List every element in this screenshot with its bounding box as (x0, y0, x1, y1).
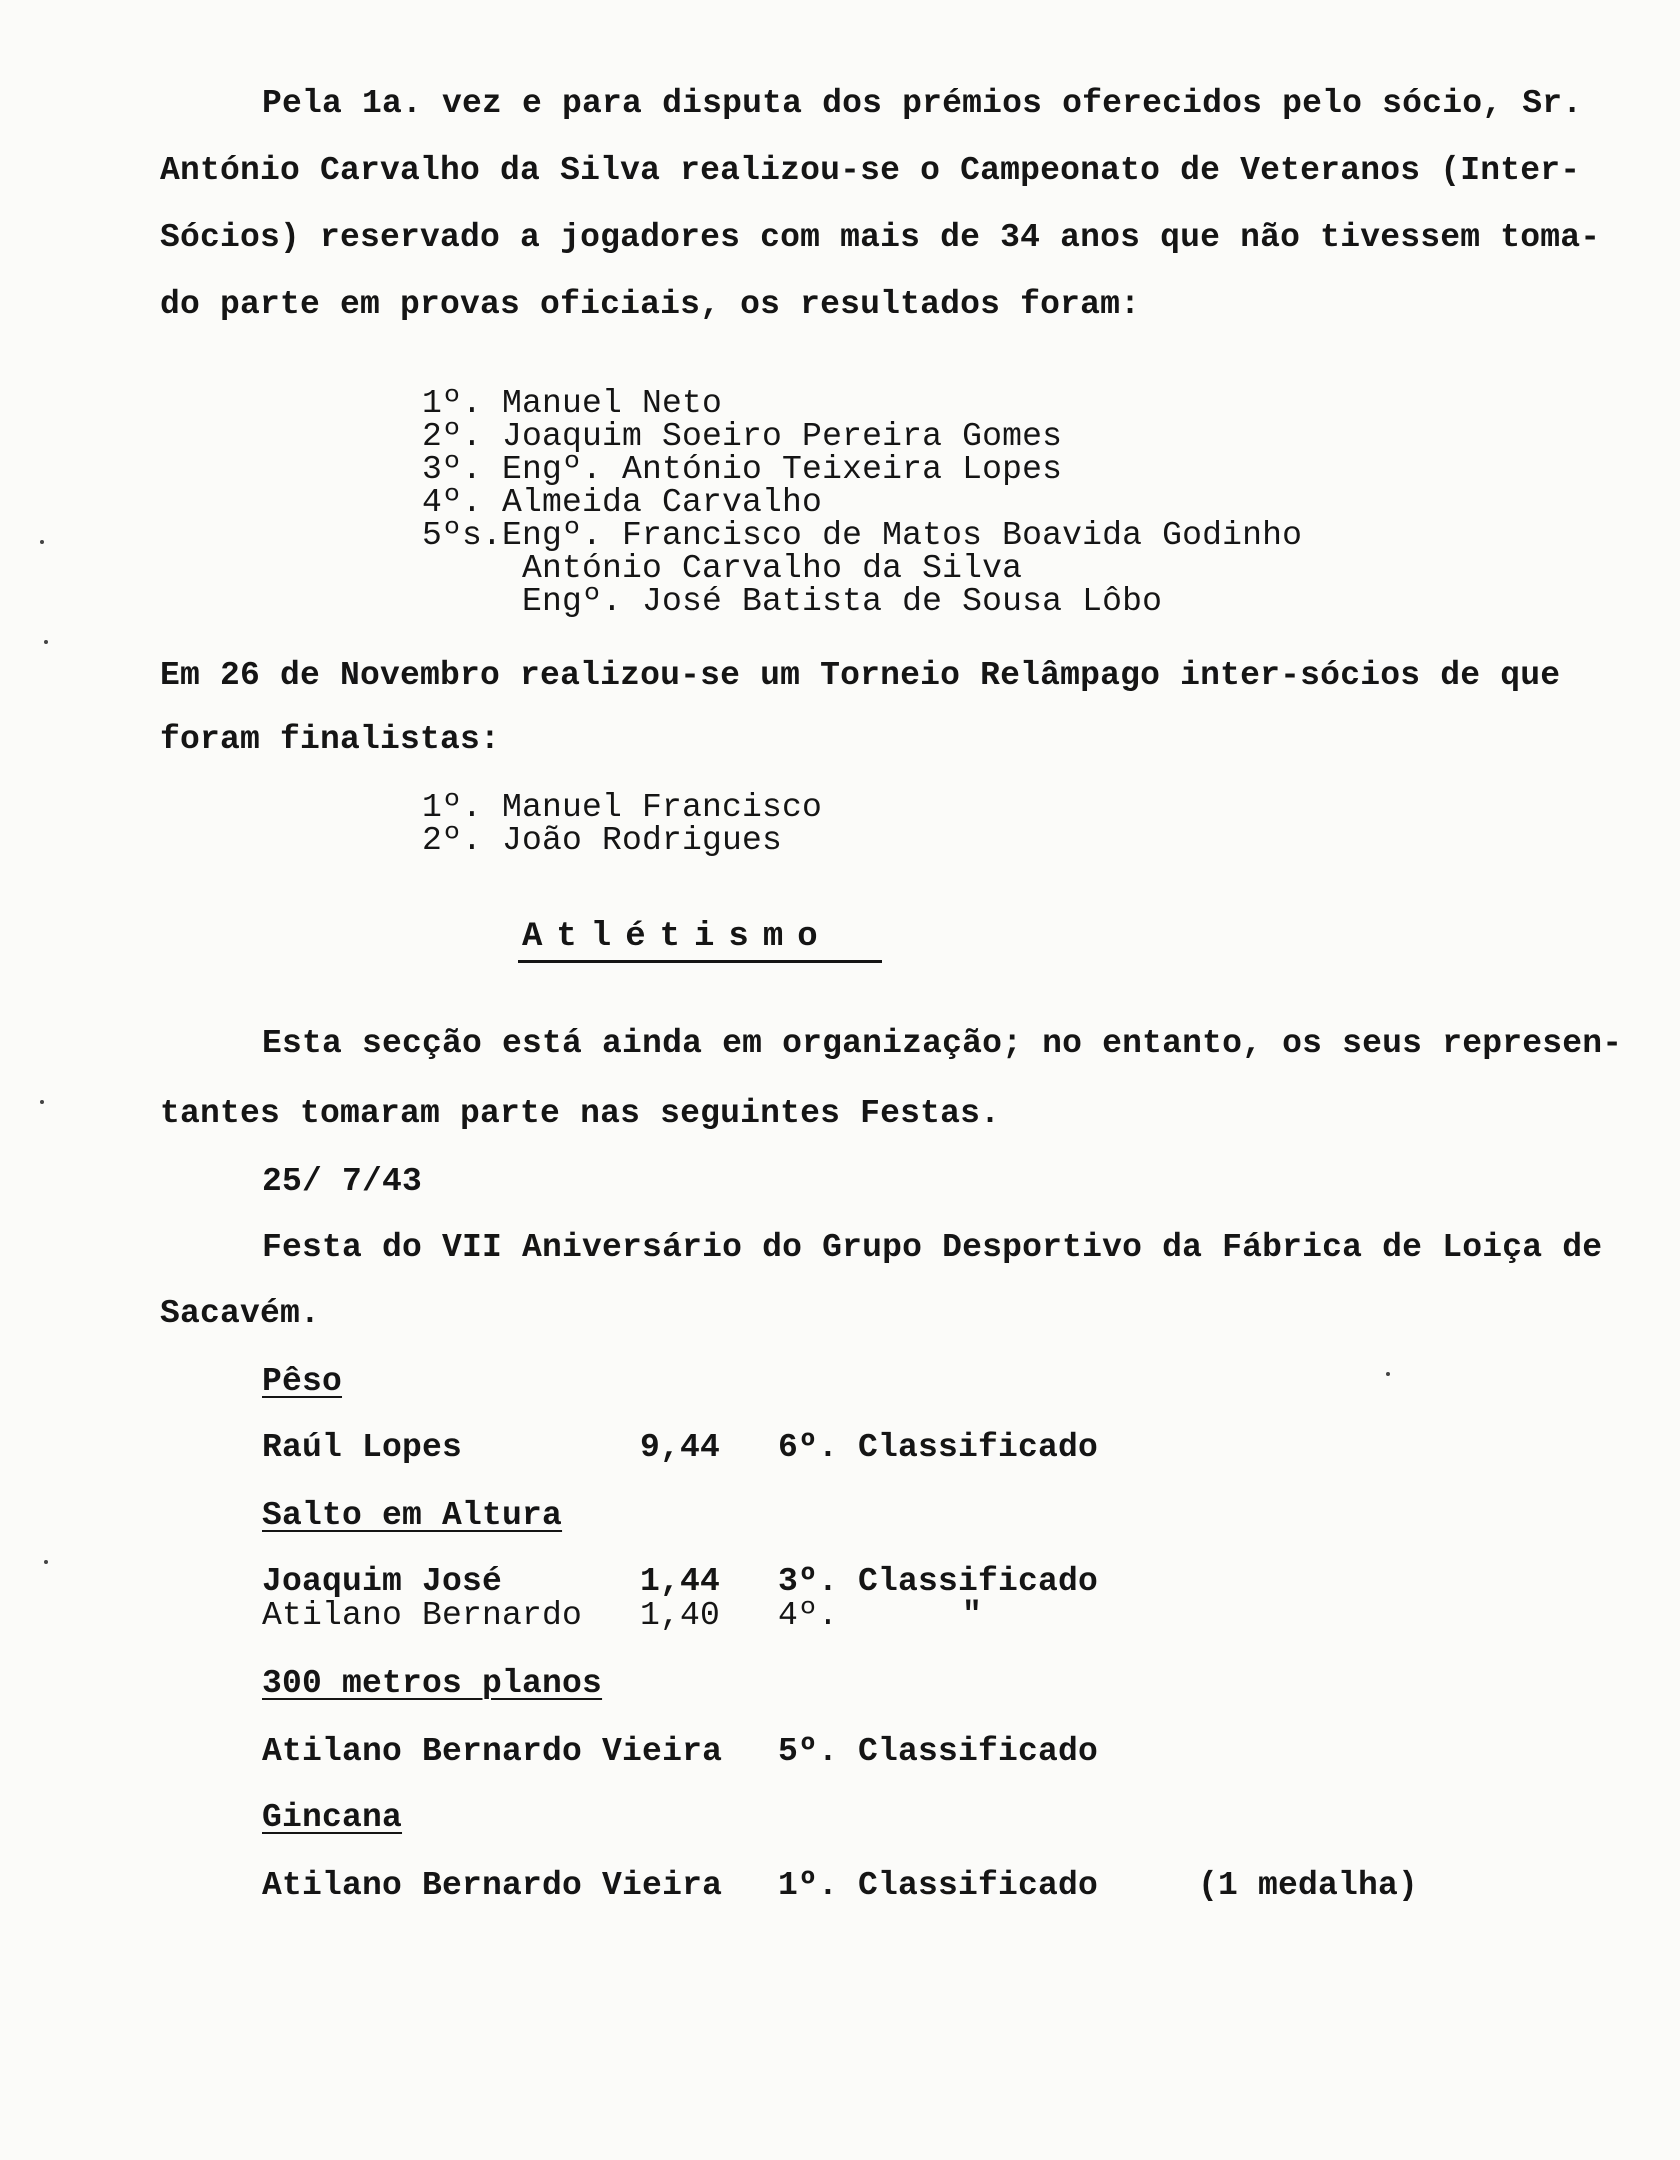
gincana-athlete-1: Atilano Bernardo Vieira (262, 1867, 723, 1904)
salto-athlete-1: Joaquim José (262, 1563, 503, 1600)
salto-ditto-mark: " (962, 1597, 983, 1634)
tournament-finalist-2: 2º. João Rodrigues (422, 822, 783, 859)
festa-line-2: Sacavém. (160, 1295, 321, 1332)
gincana-note-1: (1 medalha) (1198, 1867, 1419, 1904)
veterans-result-3: 3º. Engº. António Teixeira Lopes (422, 451, 1063, 488)
event-title-300-metros: 300 metros planos (262, 1665, 603, 1702)
athletics-date: 25/ 7/43 (262, 1163, 423, 1200)
athletics-heading-underline (518, 960, 882, 963)
veterans-paragraph-line-4: do parte em provas oficiais, os resultados foram: (160, 286, 1141, 323)
veterans-result-4: 4º. Almeida Carvalho (422, 484, 823, 521)
salto-place-1: 3º. Classificado (778, 1563, 1099, 1600)
veterans-paragraph-line-1: Pela 1a. vez e para disputa dos prémios oferecidos pelo sócio, Sr. (262, 85, 1583, 122)
tournament-paragraph-line-2: foram finalistas: (160, 721, 501, 758)
veterans-result-5b: António Carvalho da Silva (422, 550, 1023, 587)
athletics-intro-line-1: Esta secção está ainda em organização; no entanto, os seus represen- (262, 1025, 1623, 1062)
veterans-result-2: 2º. Joaquim Soeiro Pereira Gomes (422, 418, 1063, 455)
veterans-result-1: 1º. Manuel Neto (422, 385, 723, 422)
peso-mark-1: 9,44 (640, 1429, 721, 1466)
veterans-result-5c: Engº. José Batista de Sousa Lôbo (422, 583, 1163, 620)
salto-place-2: 4º. (778, 1597, 839, 1634)
veterans-paragraph-line-2: António Carvalho da Silva realizou-se o Campeonato de Veteranos (Inter- (160, 152, 1581, 189)
scan-speck (44, 640, 48, 644)
veterans-result-5: 5ºs.Engº. Francisco de Matos Boavida Godinho (422, 517, 1303, 554)
festa-line-1: Festa do VII Aniversário do Grupo Desportivo da Fábrica de Loiça de (262, 1229, 1603, 1266)
salto-athlete-2: Atilano Bernardo (262, 1597, 583, 1634)
athletics-heading: Atlétismo (522, 918, 832, 956)
peso-athlete-1: Raúl Lopes (262, 1429, 463, 1466)
300m-place-1: 5º. Classificado (778, 1733, 1099, 1770)
tournament-finalist-1: 1º. Manuel Francisco (422, 789, 823, 826)
scan-speck (1386, 1372, 1390, 1376)
300m-athlete-1: Atilano Bernardo Vieira (262, 1733, 723, 1770)
scan-speck (40, 540, 44, 544)
salto-mark-2: 1,40 (640, 1597, 721, 1634)
event-title-peso: Pêso (262, 1363, 343, 1400)
scan-speck (40, 1100, 44, 1104)
scan-speck (44, 1560, 48, 1564)
tournament-paragraph-line-1: Em 26 de Novembro realizou-se um Torneio Relâmpago inter-sócios de que (160, 657, 1561, 694)
athletics-intro-line-2: tantes tomaram parte nas seguintes Festas. (160, 1095, 1001, 1132)
event-title-gincana: Gincana (262, 1799, 403, 1836)
event-title-salto-em-altura: Salto em Altura (262, 1497, 563, 1534)
gincana-place-1: 1º. Classificado (778, 1867, 1099, 1904)
salto-mark-1: 1,44 (640, 1563, 721, 1600)
peso-place-1: 6º. Classificado (778, 1429, 1099, 1466)
veterans-paragraph-line-3: Sócios) reservado a jogadores com mais de 34 anos que não tivessem toma- (160, 219, 1601, 256)
